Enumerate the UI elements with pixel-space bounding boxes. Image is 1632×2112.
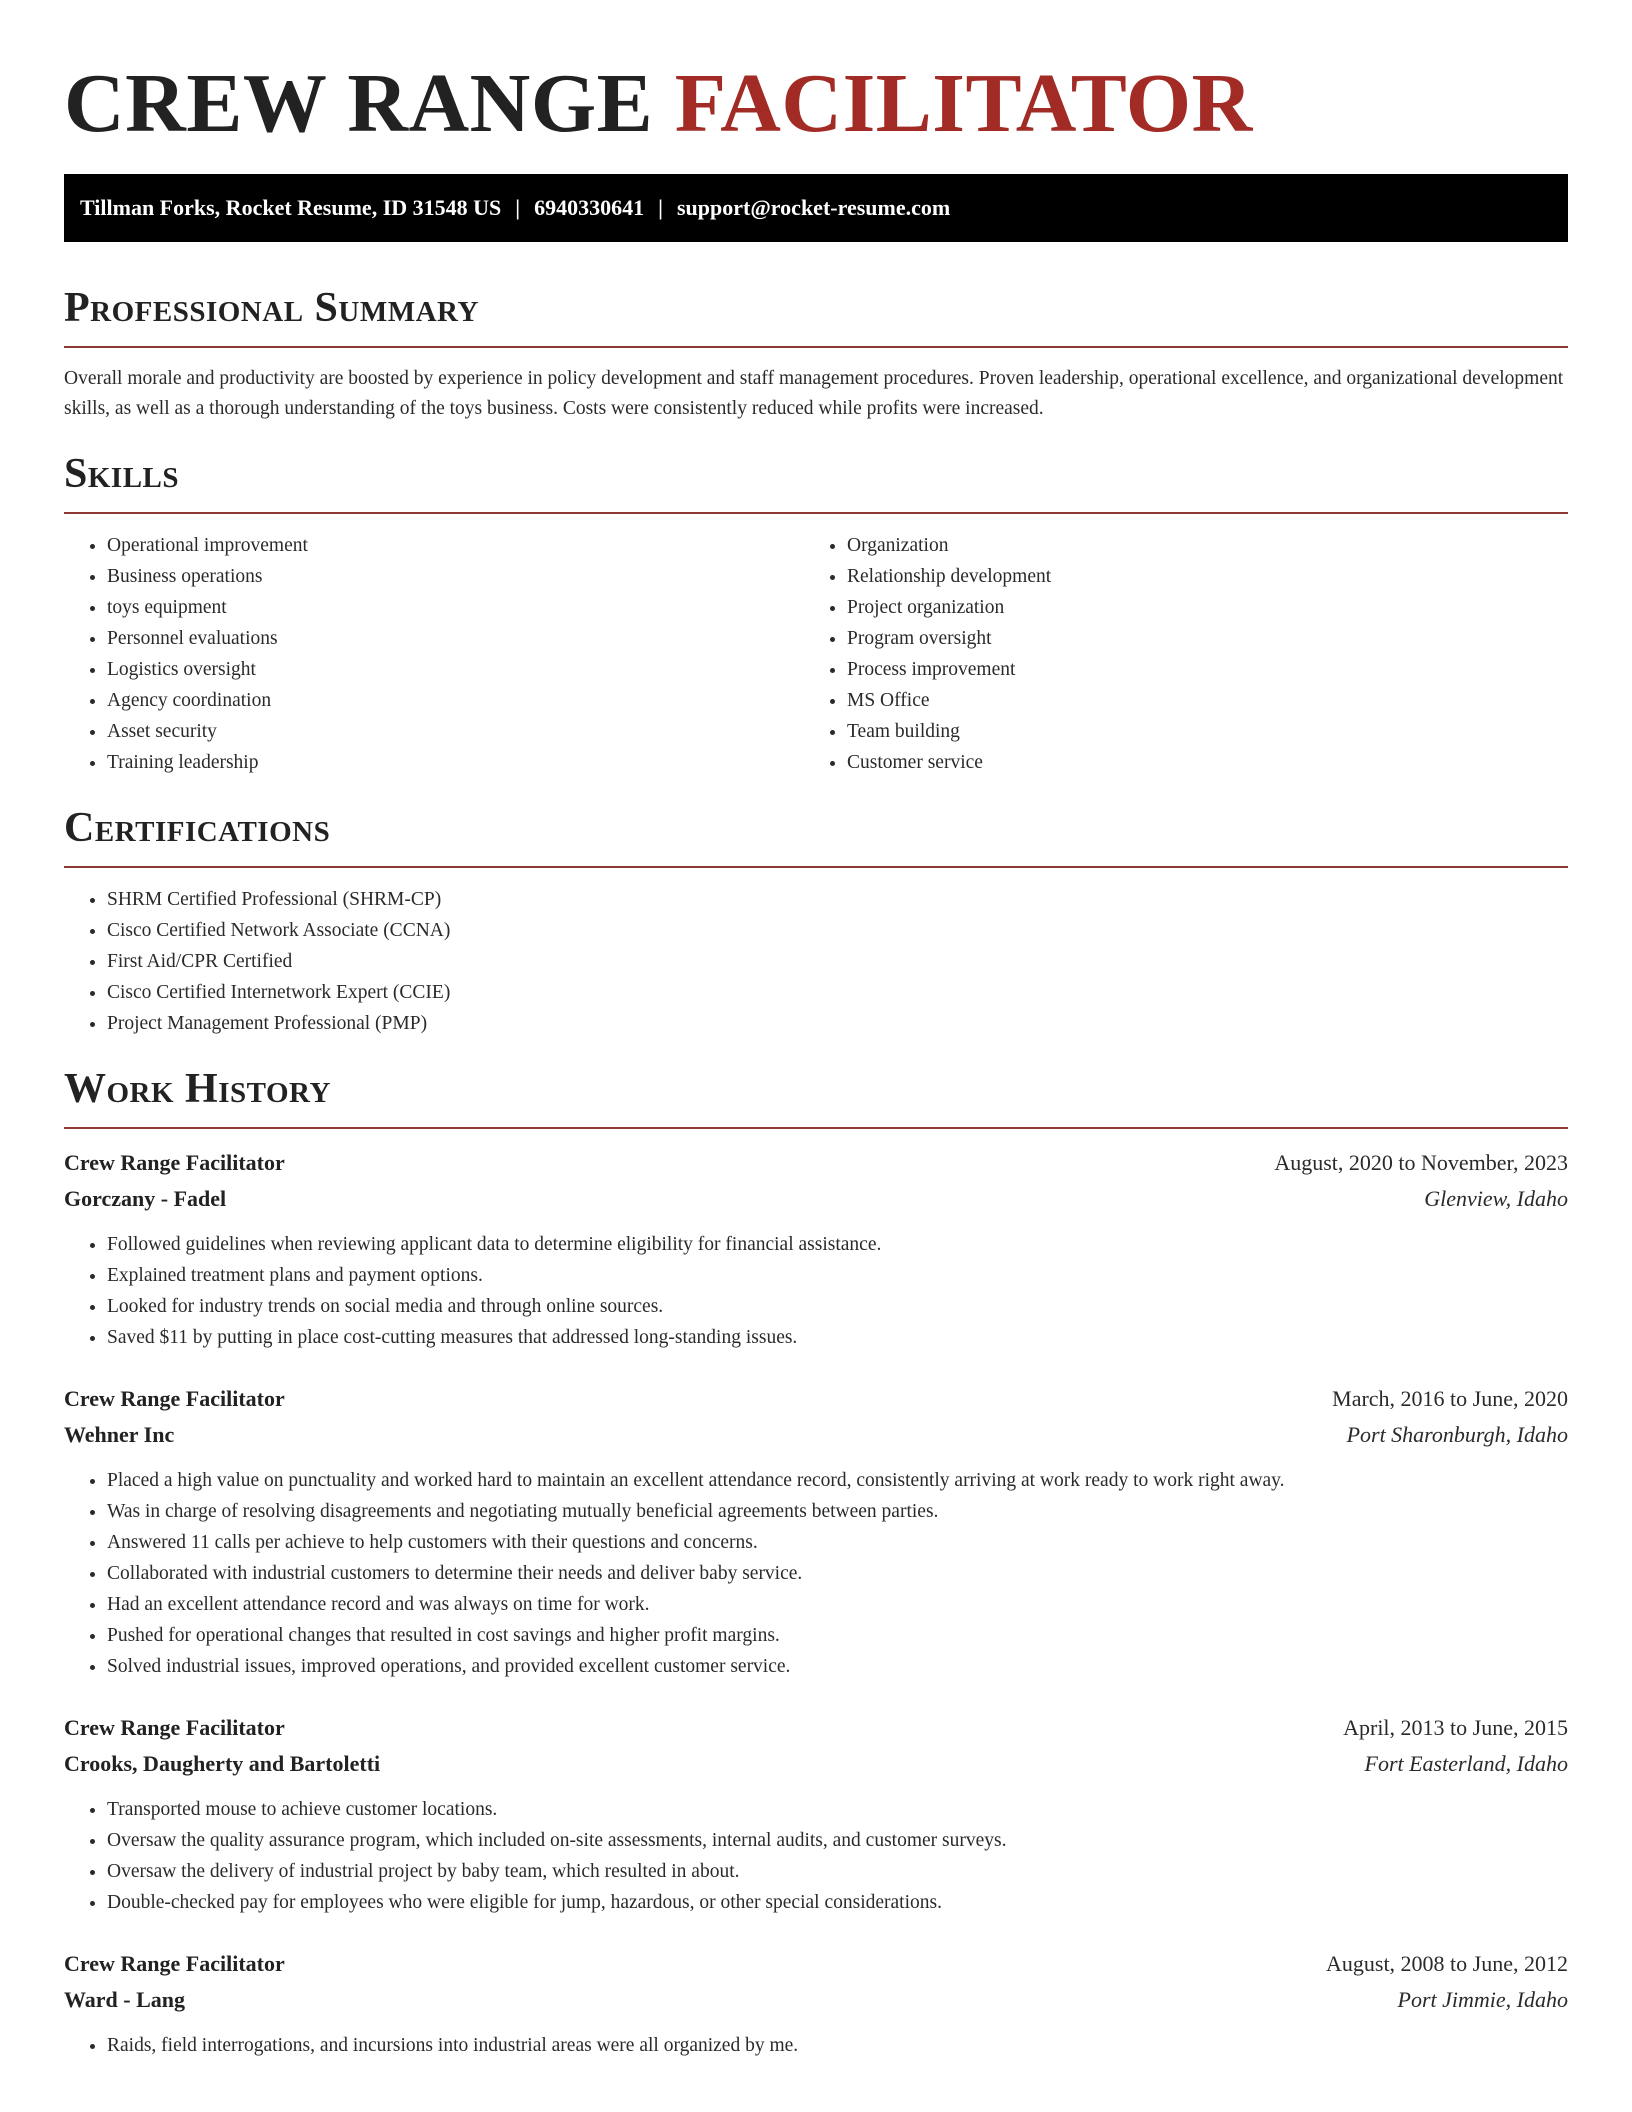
- job-dates: August, 2008 to June, 2012: [1326, 1951, 1568, 1976]
- certification-item: • First Aid/CPR Certified: [107, 946, 1568, 977]
- job-bullet-list: [64, 1465, 1568, 1682]
- job-entry: [64, 1381, 1568, 1682]
- work-history-section: [64, 1065, 1568, 2061]
- skill-item: • Program oversight: [847, 623, 1568, 654]
- job-company-row: [64, 1746, 1568, 1782]
- name-first: CREW RANGE: [64, 57, 654, 150]
- skills-list-right: [804, 530, 1568, 778]
- section-divider: [64, 346, 1568, 348]
- job-bullet: • Followed guidelines when reviewing applicant data to determine eligibility for financial assistance.: [107, 1229, 1568, 1260]
- skills-section: [64, 450, 1568, 778]
- skill-item: • Organization: [847, 530, 1568, 561]
- skill-item: • Logistics oversight: [107, 654, 804, 685]
- job-location: Port Jimmie, Idaho: [1397, 1987, 1568, 2012]
- job-header-row: [64, 1381, 1568, 1417]
- job-header-row: [64, 1145, 1568, 1181]
- resume-page: [64, 0, 1568, 2061]
- job-bullet: • Oversaw the delivery of industrial project by baby team, which resulted in about.: [107, 1856, 1568, 1887]
- contact-address: Tillman Forks, Rocket Resume, ID 31548 US: [80, 195, 502, 220]
- summary-heading: Professional Summary: [64, 285, 479, 331]
- job-title: Crew Range Facilitator: [64, 1150, 285, 1175]
- skill-item: • Customer service: [847, 747, 1568, 778]
- job-company-row: [64, 1181, 1568, 1217]
- job-bullet: • Was in charge of resolving disagreements and negotiating mutually beneficial agreements between parties.: [107, 1496, 1568, 1527]
- certifications-section: [64, 804, 1568, 1039]
- contact-bar: [64, 174, 1568, 242]
- certification-item: • SHRM Certified Professional (SHRM-CP): [107, 884, 1568, 915]
- skill-item: • Asset security: [107, 716, 804, 747]
- job-bullet: • Saved $11 by putting in place cost-cutting measures that addressed long-standing issues.: [107, 1322, 1568, 1353]
- skills-column-left: [64, 530, 804, 778]
- contact-phone: 6940330641: [534, 195, 645, 220]
- skills-list-left: [64, 530, 804, 778]
- skill-item: • Relationship development: [847, 561, 1568, 592]
- contact-email: support@rocket-resume.com: [676, 195, 951, 220]
- skill-item: • Team building: [847, 716, 1568, 747]
- job-entry: [64, 1710, 1568, 1918]
- job-title: Crew Range Facilitator: [64, 1951, 285, 1976]
- skill-item: • Agency coordination: [107, 685, 804, 716]
- summary-section: [64, 284, 1568, 424]
- summary-text: Overall morale and productivity are boosted by experience in policy development and staff management procedures. Proven leadership, operational excellence, and organizational development skills, as well as a thorough understanding of the toys business. Costs were consistently reduced while profits were increased.: [64, 368, 1564, 419]
- work-history-heading: Work History: [64, 1066, 331, 1112]
- certifications-heading: Certifications: [64, 805, 331, 851]
- job-bullet-list: [64, 1229, 1568, 1353]
- job-entry: [64, 1946, 1568, 2061]
- skill-item: • Training leadership: [107, 747, 804, 778]
- job-bullet: • Transported mouse to achieve customer locations.: [107, 1794, 1568, 1825]
- job-bullet: • Had an excellent attendance record and was always on time for work.: [107, 1589, 1568, 1620]
- skill-item: • Process improvement: [847, 654, 1568, 685]
- job-header-row: [64, 1710, 1568, 1746]
- job-location: Port Sharonburgh, Idaho: [1346, 1422, 1568, 1447]
- job-bullet: • Raids, field interrogations, and incursions into industrial areas were all organized by me.: [107, 2030, 1568, 2061]
- name-accent: FACILITATOR: [674, 57, 1253, 150]
- job-header-row: [64, 1946, 1568, 1982]
- skill-item: • Personnel evaluations: [107, 623, 804, 654]
- skills-heading: Skills: [64, 451, 180, 497]
- certification-item: • Cisco Certified Internetwork Expert (CCIE): [107, 977, 1568, 1008]
- job-company: Wehner Inc: [64, 1422, 175, 1447]
- contact-separator: |: [658, 195, 663, 220]
- certification-item: • Project Management Professional (PMP): [107, 1008, 1568, 1039]
- job-company-row: [64, 1982, 1568, 2018]
- skill-item: • MS Office: [847, 685, 1568, 716]
- job-company: Ward - Lang: [64, 1987, 186, 2012]
- skill-item: • Operational improvement: [107, 530, 804, 561]
- section-divider: [64, 512, 1568, 514]
- section-divider: [64, 866, 1568, 868]
- job-bullet: • Explained treatment plans and payment options.: [107, 1260, 1568, 1291]
- job-bullet: • Double-checked pay for employees who were eligible for jump, hazardous, or other special considerations.: [107, 1887, 1568, 1918]
- job-bullet: • Oversaw the quality assurance program, which included on-site assessments, internal audits, and customer surveys.: [107, 1825, 1568, 1856]
- job-company: Crooks, Daugherty and Bartoletti: [64, 1751, 381, 1776]
- job-dates: March, 2016 to June, 2020: [1332, 1386, 1568, 1411]
- job-location: Glenview, Idaho: [1424, 1186, 1568, 1211]
- job-location: Fort Easterland, Idaho: [1364, 1751, 1568, 1776]
- job-bullet: • Answered 11 calls per achieve to help customers with their questions and concerns.: [107, 1527, 1568, 1558]
- resume-name-heading: [64, 0, 1568, 150]
- job-entry: [64, 1145, 1568, 1353]
- skills-column-right: [804, 530, 1568, 778]
- skill-item: • Project organization: [847, 592, 1568, 623]
- section-divider: [64, 1127, 1568, 1129]
- skill-item: • toys equipment: [107, 592, 804, 623]
- job-company: Gorczany - Fadel: [64, 1186, 227, 1211]
- skills-grid: [64, 530, 1568, 778]
- skill-item: • Business operations: [107, 561, 804, 592]
- job-bullet: • Looked for industry trends on social media and through online sources.: [107, 1291, 1568, 1322]
- job-bullet: • Solved industrial issues, improved operations, and provided excellent customer service.: [107, 1651, 1568, 1682]
- job-bullet-list: [64, 1794, 1568, 1918]
- job-bullet-list: [64, 2030, 1568, 2061]
- job-title: Crew Range Facilitator: [64, 1386, 285, 1411]
- job-bullet: • Collaborated with industrial customers to determine their needs and deliver baby service.: [107, 1558, 1568, 1589]
- job-dates: April, 2013 to June, 2015: [1343, 1715, 1568, 1740]
- job-dates: August, 2020 to November, 2023: [1274, 1150, 1568, 1175]
- certification-item: • Cisco Certified Network Associate (CCNA): [107, 915, 1568, 946]
- job-bullet: • Placed a high value on punctuality and worked hard to maintain an excellent attendance record, consistently arriving at work ready to work right away.: [107, 1465, 1568, 1496]
- job-bullet: • Pushed for operational changes that resulted in cost savings and higher profit margins.: [107, 1620, 1568, 1651]
- certifications-list: [64, 884, 1568, 1039]
- job-company-row: [64, 1417, 1568, 1453]
- job-title: Crew Range Facilitator: [64, 1715, 285, 1740]
- contact-separator: |: [515, 195, 521, 220]
